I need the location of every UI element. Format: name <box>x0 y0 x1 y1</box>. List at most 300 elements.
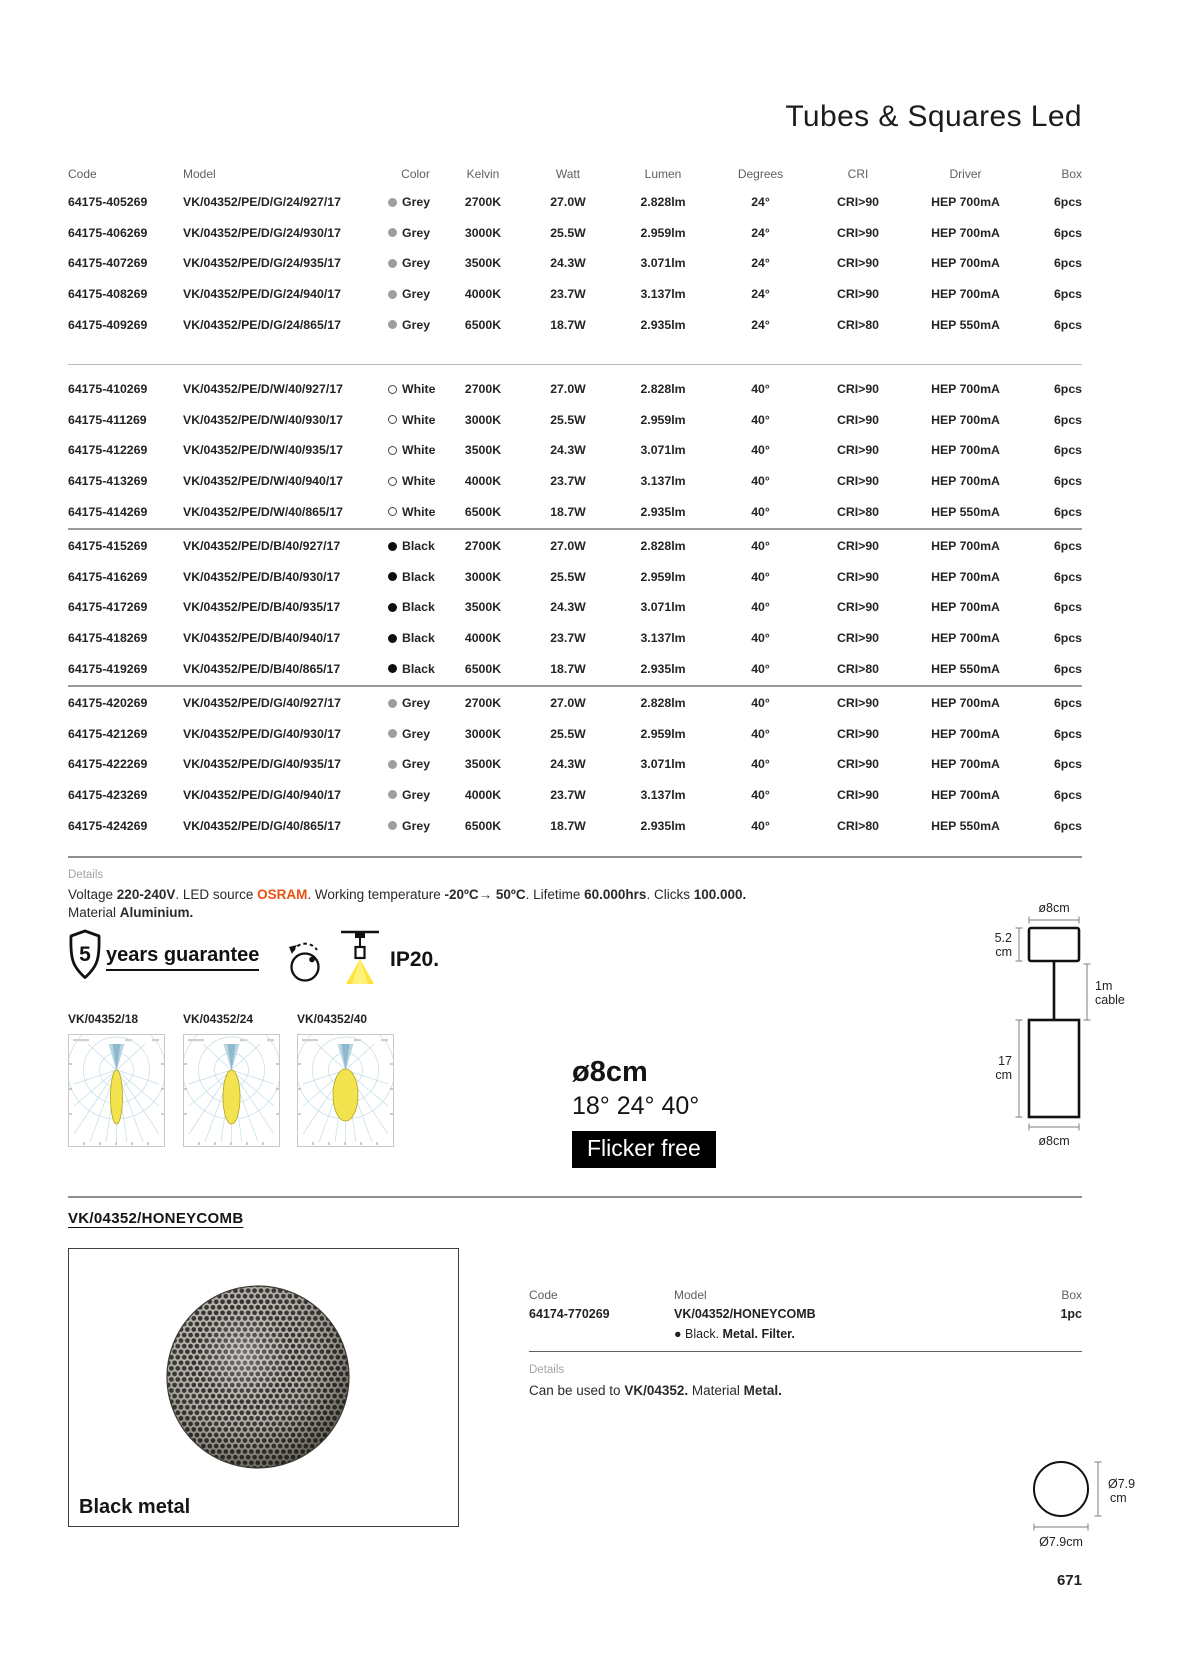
details-section <box>68 869 968 921</box>
product-table <box>68 160 1082 841</box>
cell-degrees: 40° <box>751 726 770 741</box>
cell-color <box>388 413 443 427</box>
color-label: Grey <box>402 317 431 332</box>
cell-box: 6pcs <box>1053 382 1082 397</box>
cell-model: VK/04352/PE/D/W/40/865/17 <box>183 504 343 519</box>
color-dot-icon <box>388 729 397 738</box>
product-table-header <box>68 160 1082 187</box>
color-dot-icon <box>388 664 397 673</box>
table-row <box>68 719 1082 750</box>
table-row <box>68 187 1082 218</box>
color-label: Grey <box>402 787 431 802</box>
header-color: Color <box>401 166 430 181</box>
cell-degrees: 40° <box>751 631 770 646</box>
cell-watt: 27.0W <box>550 195 586 210</box>
dim-cable-word: cable <box>1095 993 1125 1007</box>
cell-watt: 23.7W <box>550 287 586 302</box>
cell-color <box>388 600 443 614</box>
cell-box: 6pcs <box>1053 661 1082 676</box>
ip-rating-text: IP20. <box>390 948 440 971</box>
cell-watt: 23.7W <box>550 474 586 489</box>
cell-driver: HEP 700mA <box>931 443 1000 458</box>
cell-driver: HEP 700mA <box>931 631 1000 646</box>
cell-watt: 18.7W <box>550 661 586 676</box>
color-label: Black <box>402 600 435 615</box>
cell-color <box>388 318 443 332</box>
pendant-dimension-drawing <box>975 898 1140 1160</box>
spec-diameter: ø8cm <box>572 1056 648 1088</box>
cell-color <box>388 474 443 488</box>
cell-degrees: 40° <box>751 787 770 802</box>
cell-driver: HEP 700mA <box>931 195 1000 210</box>
hc-model-label: Model <box>674 1288 707 1302</box>
cell-driver: HEP 700mA <box>931 256 1000 271</box>
dimmable-icon <box>286 936 324 984</box>
cell-lumen: 3.071lm <box>640 757 686 772</box>
header-watt: Watt <box>555 166 581 181</box>
cell-model: VK/04352/PE/D/G/24/865/17 <box>183 317 341 332</box>
header-cri: CRI <box>847 166 869 181</box>
hc-dim-side-unit: cm <box>1110 1491 1127 1505</box>
cell-driver: HEP 550mA <box>931 317 1000 332</box>
photometric-diagram-40 <box>297 1034 394 1147</box>
cell-kelvin: 4000K <box>464 787 502 802</box>
cell-model: VK/04352/PE/D/W/40/927/17 <box>183 382 343 397</box>
cell-lumen: 2.828lm <box>640 539 686 554</box>
cell-model: VK/04352/PE/D/G/40/930/17 <box>183 726 341 741</box>
cell-cri: CRI>90 <box>836 225 880 240</box>
cell-watt: 27.0W <box>550 382 586 397</box>
cell-lumen: 2.935lm <box>640 504 686 519</box>
cell-model: VK/04352/PE/D/G/40/865/17 <box>183 818 341 833</box>
cell-watt: 25.5W <box>550 726 586 741</box>
cell-degrees: 40° <box>751 818 770 833</box>
cell-color <box>388 788 443 802</box>
cell-watt: 23.7W <box>550 631 586 646</box>
hc-details-label: Details <box>529 1364 565 1376</box>
cell-watt: 24.3W <box>550 256 586 271</box>
cell-watt: 25.5W <box>550 225 586 240</box>
table-row <box>68 218 1082 249</box>
cell-degrees: 40° <box>751 539 770 554</box>
table-row <box>68 374 1082 405</box>
color-label: Black <box>402 569 435 584</box>
color-dot-icon <box>388 477 397 486</box>
honeycomb-heading: VK/04352/HONEYCOMB <box>68 1210 244 1227</box>
color-dot-icon <box>388 320 397 329</box>
table-row <box>68 496 1082 527</box>
cell-lumen: 2.959lm <box>640 569 686 584</box>
color-label: Black <box>402 661 435 676</box>
table-row <box>68 279 1082 310</box>
color-label: Black <box>402 539 435 554</box>
cell-color <box>388 539 443 553</box>
table-row <box>68 592 1082 623</box>
cell-box: 6pcs <box>1053 287 1082 302</box>
cell-kelvin: 3000K <box>464 412 502 427</box>
cell-watt: 27.0W <box>550 539 586 554</box>
details-line-2: Material Aluminium. <box>68 904 194 920</box>
honeycomb-filter-photo <box>69 1249 455 1523</box>
photometry-label-24: VK/04352/24 <box>183 1012 254 1026</box>
cell-box: 6pcs <box>1053 225 1082 240</box>
cell-watt: 25.5W <box>550 412 586 427</box>
color-label: White <box>402 412 436 427</box>
section-divider <box>68 856 1082 858</box>
dim-body-height-value: 17 <box>998 1054 1012 1068</box>
table-row <box>68 688 1082 719</box>
dim-canopy-height-unit: cm <box>995 945 1012 959</box>
cell-kelvin: 4000K <box>464 631 502 646</box>
header-model: Model <box>183 166 216 181</box>
cell-lumen: 2.828lm <box>640 696 686 711</box>
color-label: White <box>402 474 436 489</box>
cell-code: 64175-414269 <box>68 504 148 519</box>
table-row <box>68 405 1082 436</box>
cell-degrees: 40° <box>751 757 770 772</box>
cell-kelvin: 2700K <box>464 539 502 554</box>
color-dot-icon <box>388 790 397 799</box>
cell-degrees: 40° <box>751 504 770 519</box>
cell-model: VK/04352/PE/D/G/24/935/17 <box>183 256 341 271</box>
cell-kelvin: 6500K <box>464 317 502 332</box>
cell-code: 64175-419269 <box>68 661 148 676</box>
table-group-separator <box>68 340 1082 374</box>
product-table-rows <box>68 187 1082 841</box>
header-driver: Driver <box>949 166 982 181</box>
color-label: Grey <box>402 818 431 833</box>
cell-box: 6pcs <box>1053 443 1082 458</box>
cell-degrees: 40° <box>751 443 770 458</box>
cell-model: VK/04352/PE/D/G/24/927/17 <box>183 195 341 210</box>
cell-cri: CRI>90 <box>836 287 880 302</box>
guarantee-text: years guarantee <box>106 944 259 971</box>
cell-code: 64175-411269 <box>68 412 147 427</box>
cell-degrees: 24° <box>751 225 770 240</box>
cell-color <box>388 443 443 457</box>
cell-kelvin: 3000K <box>464 225 502 240</box>
hc-code-value: 64174-770269 <box>529 1307 610 1321</box>
cell-cri: CRI>90 <box>836 195 880 210</box>
cell-model: VK/04352/PE/D/B/40/935/17 <box>183 600 341 615</box>
dim-cable-length: 1m <box>1095 979 1113 993</box>
color-label: Grey <box>402 726 431 741</box>
cell-watt: 23.7W <box>550 787 586 802</box>
cell-cri: CRI>80 <box>836 317 880 332</box>
hc-finish-bullet: ● Black. Metal. Filter. <box>674 1327 795 1341</box>
cell-watt: 24.3W <box>550 757 586 772</box>
cell-watt: 27.0W <box>550 696 586 711</box>
cell-degrees: 40° <box>751 696 770 711</box>
cell-color <box>388 570 443 584</box>
cell-code: 64175-423269 <box>68 787 148 802</box>
cell-model: VK/04352/PE/D/G/40/927/17 <box>183 696 341 711</box>
cell-kelvin: 4000K <box>464 287 502 302</box>
cell-box: 6pcs <box>1053 726 1082 741</box>
cell-color <box>388 287 443 301</box>
table-row <box>68 531 1082 562</box>
color-dot-icon <box>388 290 397 299</box>
cell-code: 64175-421269 <box>68 726 148 741</box>
cell-cri: CRI>90 <box>836 256 880 271</box>
cell-driver: HEP 700mA <box>931 600 1000 615</box>
cell-model: VK/04352/PE/D/G/40/940/17 <box>183 787 341 802</box>
cell-degrees: 24° <box>751 195 770 210</box>
hc-details-line: Can be used to VK/04352. Material Metal. <box>529 1383 782 1398</box>
table-row <box>68 435 1082 466</box>
cell-kelvin: 2700K <box>464 382 502 397</box>
cell-box: 6pcs <box>1053 631 1082 646</box>
cell-degrees: 40° <box>751 412 770 427</box>
cell-box: 6pcs <box>1053 317 1082 332</box>
cell-model: VK/04352/PE/D/W/40/930/17 <box>183 412 343 427</box>
cell-box: 6pcs <box>1053 757 1082 772</box>
color-label: White <box>402 443 436 458</box>
cell-lumen: 3.071lm <box>640 256 686 271</box>
cell-cri: CRI>90 <box>836 382 880 397</box>
color-dot-icon <box>388 634 397 643</box>
cell-watt: 18.7W <box>550 504 586 519</box>
hc-divider <box>529 1351 1082 1352</box>
cell-color <box>388 195 443 209</box>
cell-box: 6pcs <box>1053 696 1082 711</box>
photometric-diagram-18 <box>68 1034 165 1147</box>
cell-code: 64175-409269 <box>68 317 148 332</box>
spec-highlight <box>572 1056 716 1168</box>
cell-lumen: 3.071lm <box>640 600 686 615</box>
hc-code-label: Code <box>529 1288 558 1302</box>
cell-kelvin: 2700K <box>464 696 502 711</box>
cell-color <box>388 256 443 270</box>
cell-box: 6pcs <box>1053 600 1082 615</box>
cell-degrees: 40° <box>751 661 770 676</box>
cell-color <box>388 631 443 645</box>
cell-driver: HEP 550mA <box>931 504 1000 519</box>
color-label: White <box>402 382 436 397</box>
table-row <box>68 466 1082 497</box>
header-lumen: Lumen <box>644 166 682 181</box>
table-row <box>68 309 1082 340</box>
pendant-light-icon <box>338 928 382 988</box>
cell-cri: CRI>90 <box>836 757 880 772</box>
cell-box: 6pcs <box>1053 539 1082 554</box>
spec-beam-angles: 18° 24° 40° <box>572 1092 700 1120</box>
cell-model: VK/04352/PE/D/G/40/935/17 <box>183 757 341 772</box>
cell-model: VK/04352/PE/D/B/40/930/17 <box>183 569 341 584</box>
hc-box-value: 1pc <box>1060 1307 1082 1321</box>
cell-code: 64175-413269 <box>68 474 148 489</box>
cell-code: 64175-415269 <box>68 539 148 554</box>
cell-watt: 18.7W <box>550 317 586 332</box>
color-dot-icon <box>388 259 397 268</box>
header-box: Box <box>1061 166 1082 181</box>
honeycomb-caption: Black metal <box>79 1496 191 1518</box>
guarantee-years-number: 5 <box>79 943 91 966</box>
photometry-label-40: VK/04352/40 <box>297 1012 368 1026</box>
table-row <box>68 810 1082 841</box>
flicker-free-badge: Flicker free <box>572 1131 716 1168</box>
cell-code: 64175-424269 <box>68 818 148 833</box>
cell-lumen: 2.959lm <box>640 726 686 741</box>
cell-kelvin: 3500K <box>464 600 502 615</box>
cell-driver: HEP 700mA <box>931 412 1000 427</box>
cell-degrees: 40° <box>751 600 770 615</box>
color-dot-icon <box>388 228 397 237</box>
color-dot-icon <box>388 603 397 612</box>
color-dot-icon <box>388 385 397 394</box>
color-dot-icon <box>388 760 397 769</box>
details-label: Details <box>68 869 104 881</box>
photometric-diagram-24 <box>183 1034 280 1147</box>
cell-lumen: 2.828lm <box>640 195 686 210</box>
cell-box: 6pcs <box>1053 504 1082 519</box>
cell-color <box>388 757 443 771</box>
photometry-label-18: VK/04352/18 <box>68 1012 139 1026</box>
cell-kelvin: 2700K <box>464 195 502 210</box>
color-label: Grey <box>402 287 431 302</box>
color-dot-icon <box>388 821 397 830</box>
cell-code: 64175-420269 <box>68 696 148 711</box>
table-row <box>68 780 1082 811</box>
cell-kelvin: 3500K <box>464 443 502 458</box>
cell-degrees: 40° <box>751 474 770 489</box>
cell-lumen: 2.959lm <box>640 412 686 427</box>
header-degrees: Degrees <box>737 166 784 181</box>
cell-driver: HEP 700mA <box>931 696 1000 711</box>
cell-driver: HEP 700mA <box>931 287 1000 302</box>
cell-driver: HEP 700mA <box>931 569 1000 584</box>
cell-code: 64175-407269 <box>68 256 148 271</box>
dim-canopy-height-value: 5.2 <box>994 931 1012 945</box>
cell-cri: CRI>90 <box>836 631 880 646</box>
cell-code: 64175-410269 <box>68 382 148 397</box>
cell-model: VK/04352/PE/D/G/24/930/17 <box>183 225 341 240</box>
cell-driver: HEP 700mA <box>931 787 1000 802</box>
color-dot-icon <box>388 542 397 551</box>
cell-lumen: 2.935lm <box>640 317 686 332</box>
cell-code: 64175-406269 <box>68 225 148 240</box>
cell-cri: CRI>90 <box>836 539 880 554</box>
cell-degrees: 24° <box>751 317 770 332</box>
cell-kelvin: 3000K <box>464 569 502 584</box>
dim-body-height-unit: cm <box>995 1068 1012 1082</box>
cell-color <box>388 696 443 710</box>
color-label: Black <box>402 631 435 646</box>
cell-lumen: 3.137lm <box>640 287 686 302</box>
cell-cri: CRI>90 <box>836 474 880 489</box>
cell-cri: CRI>90 <box>836 569 880 584</box>
cell-color <box>388 819 443 833</box>
cell-model: VK/04352/PE/D/B/40/865/17 <box>183 661 341 676</box>
cell-kelvin: 4000K <box>464 474 502 489</box>
cell-driver: HEP 700mA <box>931 474 1000 489</box>
cell-cri: CRI>90 <box>836 726 880 741</box>
cell-cri: CRI>90 <box>836 787 880 802</box>
table-row <box>68 749 1082 780</box>
cell-watt: 24.3W <box>550 600 586 615</box>
color-dot-icon <box>388 507 397 516</box>
cell-driver: HEP 550mA <box>931 661 1000 676</box>
cell-lumen: 2.828lm <box>640 382 686 397</box>
table-row <box>68 623 1082 654</box>
cell-code: 64175-418269 <box>68 631 148 646</box>
cell-watt: 24.3W <box>550 443 586 458</box>
cell-degrees: 24° <box>751 256 770 271</box>
cell-lumen: 3.137lm <box>640 787 686 802</box>
page-title: Tubes & Squares Led <box>785 100 1082 133</box>
honeycomb-image-box <box>68 1248 459 1527</box>
hc-dim-bottom: Ø7.9cm <box>1039 1535 1083 1549</box>
cell-lumen: 3.071lm <box>640 443 686 458</box>
hc-model-value: VK/04352/HONEYCOMB <box>674 1307 816 1321</box>
cell-driver: HEP 700mA <box>931 539 1000 554</box>
cell-code: 64175-422269 <box>68 757 148 772</box>
cell-model: VK/04352/PE/D/B/40/940/17 <box>183 631 341 646</box>
cell-lumen: 2.935lm <box>640 818 686 833</box>
cell-lumen: 3.137lm <box>640 631 686 646</box>
cell-box: 6pcs <box>1053 474 1082 489</box>
cell-cri: CRI>90 <box>836 696 880 711</box>
cell-driver: HEP 700mA <box>931 382 1000 397</box>
cell-kelvin: 3500K <box>464 256 502 271</box>
cell-driver: HEP 700mA <box>931 757 1000 772</box>
cell-kelvin: 6500K <box>464 661 502 676</box>
color-label: Grey <box>402 225 431 240</box>
dim-top-diameter: ø8cm <box>1038 901 1070 915</box>
cell-degrees: 24° <box>751 287 770 302</box>
cell-model: VK/04352/PE/D/G/24/940/17 <box>183 287 341 302</box>
cell-model: VK/04352/PE/D/W/40/940/17 <box>183 474 343 489</box>
cell-driver: HEP 700mA <box>931 225 1000 240</box>
cell-box: 6pcs <box>1053 569 1082 584</box>
table-row <box>68 562 1082 593</box>
cell-driver: HEP 700mA <box>931 726 1000 741</box>
header-code: Code <box>68 166 97 181</box>
dim-bottom-diameter: ø8cm <box>1038 1134 1070 1148</box>
color-label: Grey <box>402 195 431 210</box>
cell-code: 64175-416269 <box>68 569 148 584</box>
cell-kelvin: 3500K <box>464 757 502 772</box>
honeycomb-dimension-drawing <box>1020 1446 1160 1551</box>
cell-box: 6pcs <box>1053 412 1082 427</box>
header-kelvin: Kelvin <box>466 166 500 181</box>
cell-cri: CRI>90 <box>836 412 880 427</box>
cell-box: 6pcs <box>1053 256 1082 271</box>
cell-code: 64175-405269 <box>68 195 148 210</box>
cell-watt: 25.5W <box>550 569 586 584</box>
cell-lumen: 2.959lm <box>640 225 686 240</box>
color-label: White <box>402 504 436 519</box>
cell-lumen: 3.137lm <box>640 474 686 489</box>
cell-cri: CRI>80 <box>836 818 880 833</box>
cell-driver: HEP 550mA <box>931 818 1000 833</box>
cell-kelvin: 6500K <box>464 504 502 519</box>
cell-box: 6pcs <box>1053 787 1082 802</box>
hc-box-label: Box <box>1061 1288 1082 1302</box>
color-dot-icon <box>388 198 397 207</box>
cell-lumen: 2.935lm <box>640 661 686 676</box>
cell-kelvin: 3000K <box>464 726 502 741</box>
cell-cri: CRI>90 <box>836 443 880 458</box>
color-dot-icon <box>388 699 397 708</box>
cell-cri: CRI>90 <box>836 600 880 615</box>
color-label: Grey <box>402 696 431 711</box>
cell-box: 6pcs <box>1053 818 1082 833</box>
cell-code: 64175-412269 <box>68 443 148 458</box>
cell-box: 6pcs <box>1053 195 1082 210</box>
cell-cri: CRI>80 <box>836 504 880 519</box>
cell-degrees: 40° <box>751 382 770 397</box>
